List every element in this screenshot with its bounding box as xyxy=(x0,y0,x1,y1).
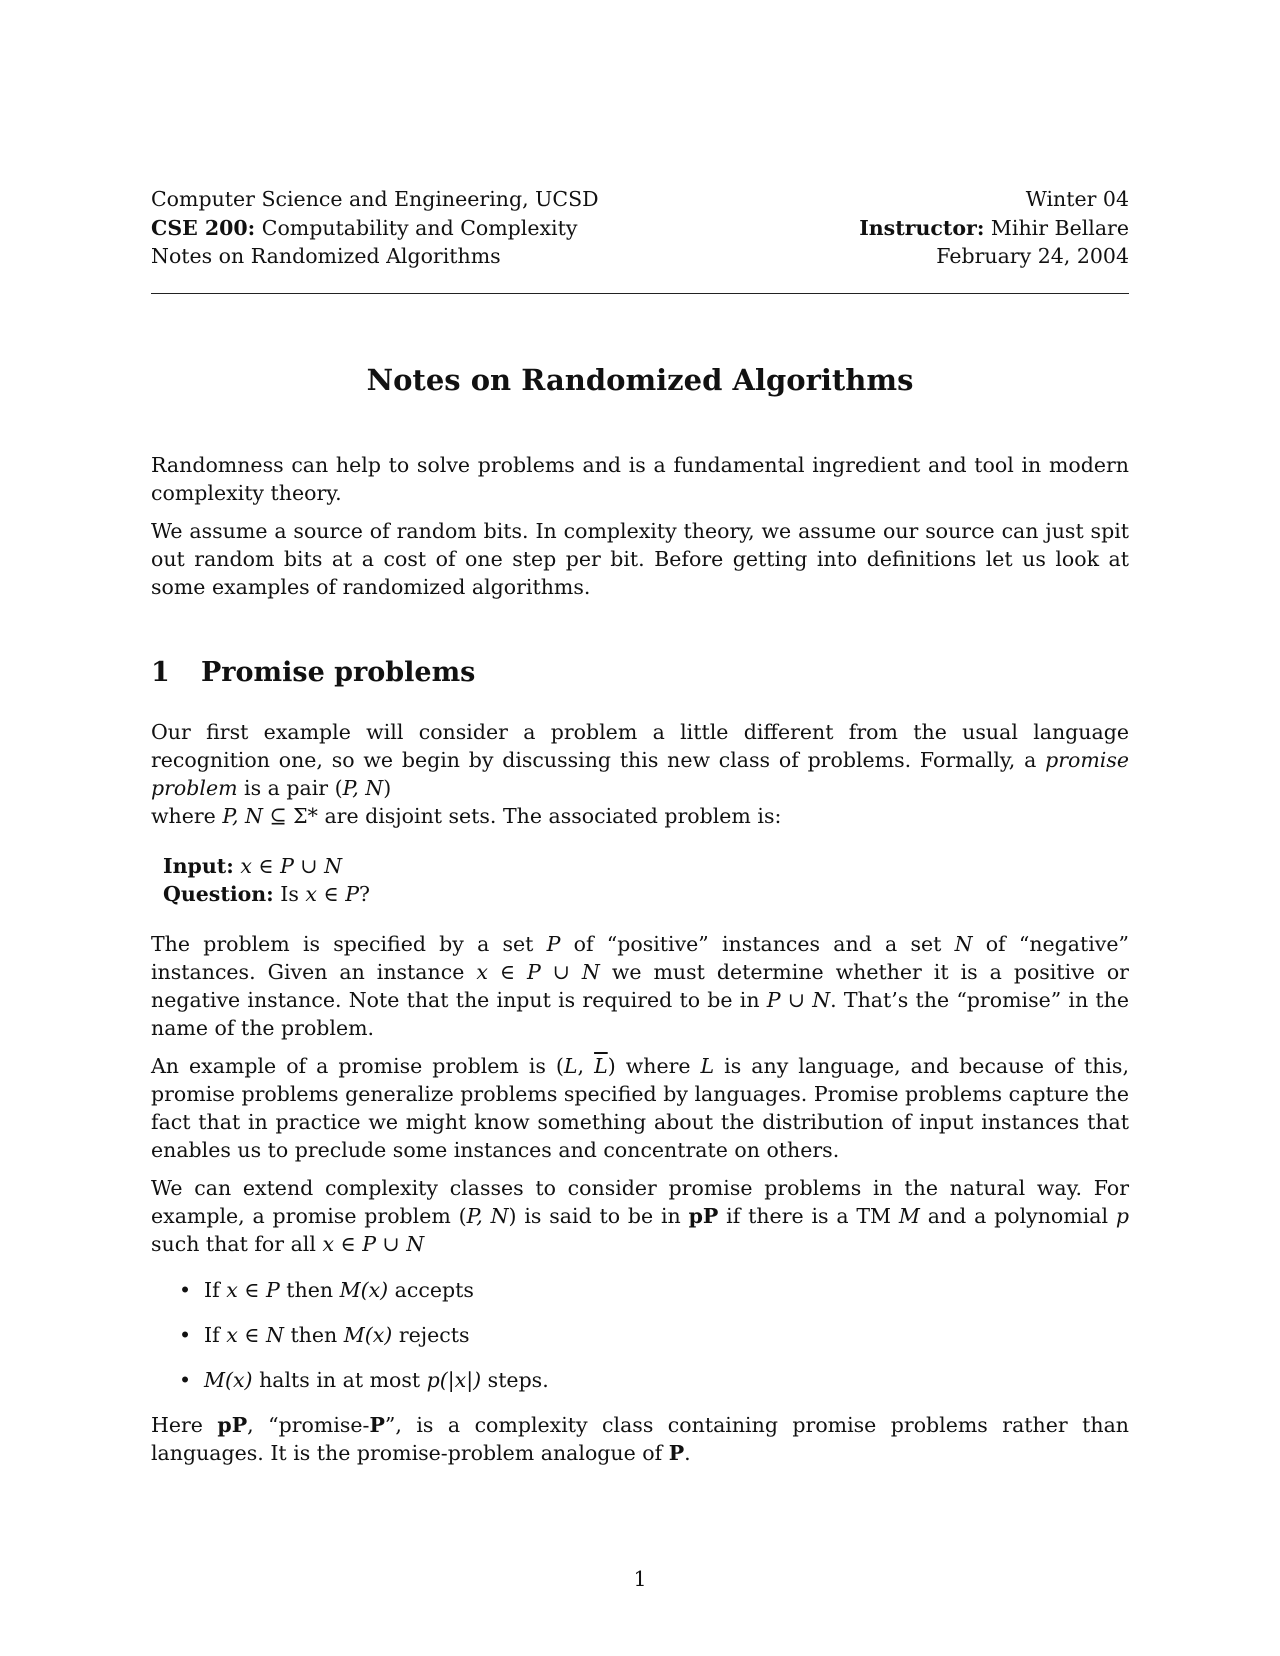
section-title: Promise problems xyxy=(201,656,476,688)
math-expression: x ∈ P xyxy=(305,881,359,906)
header-department: Computer Science and Engineering, UCSD xyxy=(151,187,599,211)
bullet-icon: • xyxy=(179,1367,192,1392)
math-complement: $\overline{L}$ xyxy=(594,1053,608,1078)
header-course-code: CSE 200: xyxy=(151,215,256,240)
math-expression: M(x) xyxy=(339,1277,389,1302)
header-right xyxy=(859,185,1129,271)
math-expression: x ∈ P ∪ N xyxy=(322,1231,425,1256)
text-run: ) where xyxy=(607,1053,701,1078)
math-expression: P, N xyxy=(342,775,384,800)
math-expression: x ∈ P ∪ N xyxy=(476,959,600,984)
intro-paragraph-1: Randomness can help to solve problems and is a fundamental ingredient and tool in modern complexity theory. xyxy=(151,452,1129,505)
text-run: , xyxy=(577,1053,595,1078)
math-expression: x ∈ P xyxy=(226,1277,280,1302)
text-run: If xyxy=(204,1322,227,1347)
instances-paragraph xyxy=(151,930,1129,1042)
list-item xyxy=(179,1321,1129,1349)
complexity-class-paragraph xyxy=(151,1174,1129,1258)
math-expression: p xyxy=(1115,1203,1129,1228)
text-run: and a polynomial xyxy=(919,1203,1116,1228)
text-run: ”, is a complexity class containing promise problems rather than languages. It is the promise-problem analogue of xyxy=(151,1412,1129,1465)
class-name: pP xyxy=(217,1412,248,1437)
text-run: If xyxy=(204,1277,227,1302)
text-run: Our first example will consider a problem a little different from the usual language recognition one, so we begin by discussing this new class of problems. Formally, a xyxy=(151,719,1129,772)
text-run: ? xyxy=(358,881,370,906)
text-run: ⊆ Σ* are disjoint sets. The associated problem is: xyxy=(262,803,782,828)
text-run: ) is said to be in xyxy=(508,1203,689,1228)
math-expression: x ∈ P ∪ N xyxy=(240,853,343,878)
text-run: if there is a TM xyxy=(718,1203,899,1228)
header-course xyxy=(151,214,599,243)
text-run: then xyxy=(279,1277,340,1302)
math-expression: M(x) xyxy=(204,1367,253,1392)
header-divider xyxy=(151,293,1129,294)
problem-spec xyxy=(163,852,1129,908)
text-run: . xyxy=(684,1440,691,1465)
promise-p-paragraph xyxy=(151,1411,1129,1467)
math-expression: P, N xyxy=(466,1203,509,1228)
text-run: then xyxy=(283,1322,344,1347)
header-notes-title: Notes on Randomized Algorithms xyxy=(151,244,501,268)
class-name: P xyxy=(369,1412,385,1437)
bullet-icon: • xyxy=(179,1322,192,1347)
course-header xyxy=(151,185,1129,271)
math-expression: x ∈ N xyxy=(226,1322,284,1347)
problem-question xyxy=(163,880,1129,908)
text-run: such that for all xyxy=(151,1231,323,1256)
list-item xyxy=(179,1366,1129,1394)
document-title: Notes on Randomized Algorithms xyxy=(366,362,914,397)
example-paragraph xyxy=(151,1052,1129,1164)
text-run: Here xyxy=(151,1412,218,1437)
question-label: Question: xyxy=(163,881,274,906)
emphasis-term: promise problem xyxy=(151,747,1129,800)
text-run: . That’s the “promise” in the name of the problem. xyxy=(151,987,1129,1040)
text-run: we must determine whether it is a positive or negative instance. Note that the input is required to be in xyxy=(151,959,1129,1012)
math-expression: N xyxy=(954,931,973,956)
bullet-icon: • xyxy=(179,1277,192,1302)
page-content xyxy=(151,185,1129,1467)
text-run: rejects xyxy=(392,1322,470,1347)
header-date: February 24, 2004 xyxy=(936,244,1129,268)
text-run: steps. xyxy=(481,1367,549,1392)
math-expression: P xyxy=(546,931,561,956)
text-run: , “promise- xyxy=(247,1412,370,1437)
text-run: halts in at most xyxy=(252,1367,427,1392)
list-item xyxy=(179,1276,1129,1304)
text-run: ) xyxy=(383,775,392,800)
promise-definition-paragraph xyxy=(151,718,1129,830)
text-run: is any language, and because of this, promise problems generalize problems specified by languages. Promise problems capture the fact that in practice we might know something about the distribution of input instances that enables us to preclude some instances and concentrate on others. xyxy=(151,1053,1129,1162)
math-expression: p(|x|) xyxy=(426,1367,482,1392)
text-run: of “negative” instances. Given an instance xyxy=(151,931,1129,984)
header-instructor xyxy=(859,214,1129,243)
header-course-name: Computability and Complexity xyxy=(255,215,578,240)
conditions-list xyxy=(151,1276,1129,1394)
class-name: P xyxy=(668,1440,685,1465)
text-run: is a pair ( xyxy=(237,775,343,800)
intro-paragraph-2: We assume a source of random bits. In complexity theory, we assume our source can just spit out random bits at a cost of one step per bit. Before getting into definitions let us look at some examples of randomized algorithms. xyxy=(151,518,1129,599)
math-expression: L xyxy=(563,1053,578,1078)
header-instructor-name: Mihir Bellare xyxy=(984,215,1129,240)
section-heading xyxy=(151,656,1129,690)
input-label: Input: xyxy=(163,853,234,878)
math-expression: P, N xyxy=(222,803,263,828)
header-instructor-label: Instructor: xyxy=(859,215,985,240)
math-expression: P ∪ N xyxy=(766,987,831,1012)
text-run: We can extend complexity classes to consider promise problems in the natural way. For example, a promise problem ( xyxy=(151,1175,1129,1228)
text-run: An example of a promise problem is ( xyxy=(151,1053,564,1078)
problem-input xyxy=(163,852,1129,880)
text-run: of “positive” instances and a set xyxy=(560,931,955,956)
text-run: accepts xyxy=(388,1277,474,1302)
section-number: 1 xyxy=(151,656,170,688)
header-left xyxy=(151,185,599,271)
class-name: pP xyxy=(688,1203,719,1228)
header-term: Winter 04 xyxy=(1025,187,1129,211)
math-expression: M(x) xyxy=(343,1322,393,1347)
math-expression: M xyxy=(898,1203,920,1228)
text-run: Is xyxy=(280,881,306,906)
page-number: 1 xyxy=(633,1567,647,1591)
math-expression: L xyxy=(700,1053,715,1078)
text-run: where xyxy=(151,803,223,828)
text-run: The problem is specified by a set xyxy=(151,931,547,956)
